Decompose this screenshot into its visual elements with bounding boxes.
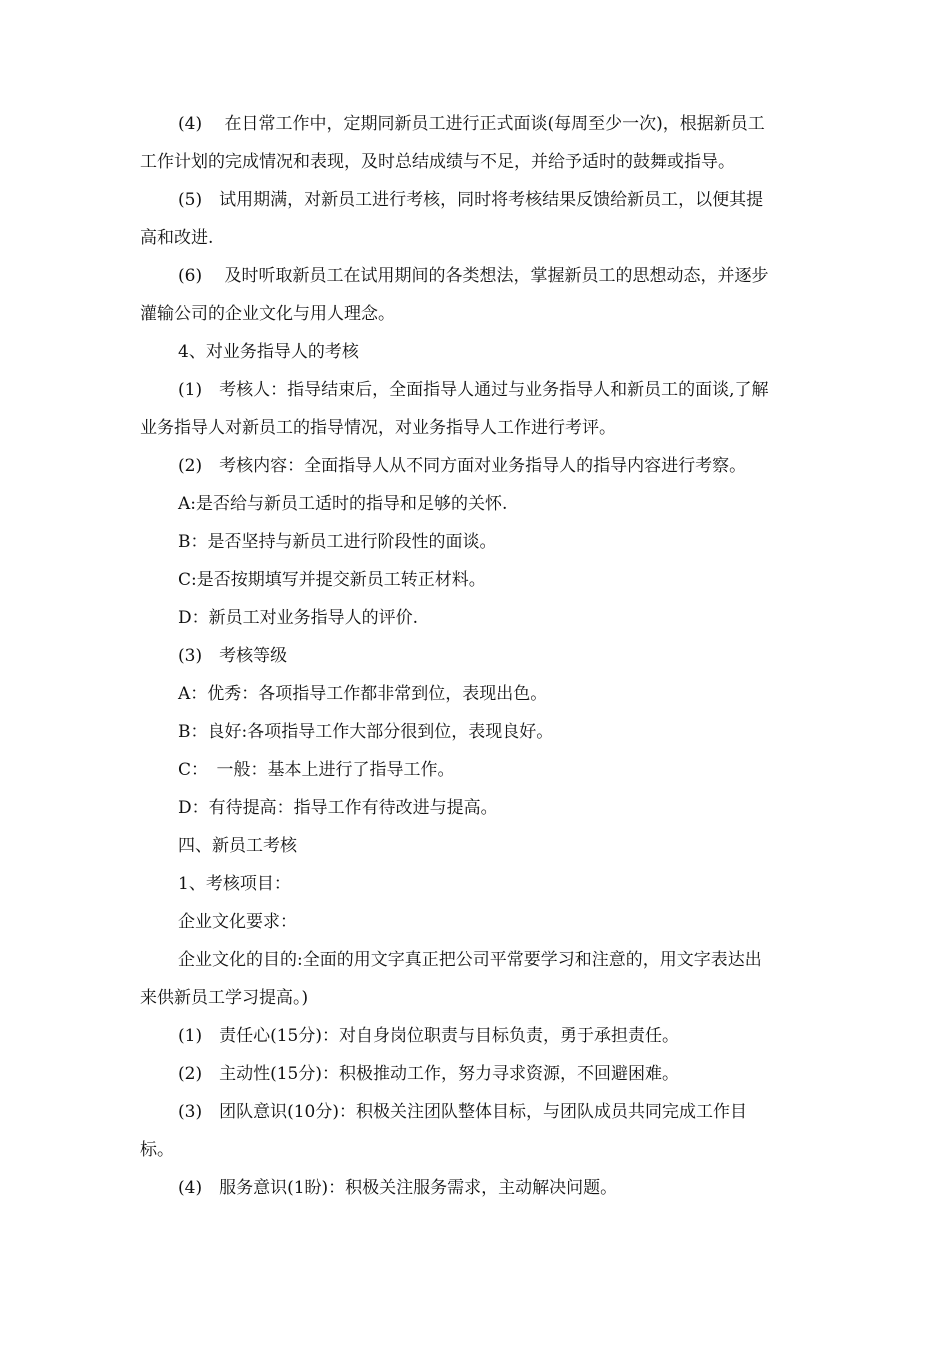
list-item: (4) 服务意识(1盼)：积极关注服务需求，主动解决问题。 — [178, 1178, 618, 1198]
list-item: C： 一般：基本上进行了指导工作。 — [178, 760, 455, 780]
list-item: A：优秀：各项指导工作都非常到位，表现出色。 — [178, 684, 548, 704]
list-item: B：是否坚持与新员工进行阶段性的面谈。 — [178, 532, 497, 552]
paragraph-line: 高和改进. — [140, 228, 214, 248]
paragraph-line: 企业文化要求： — [178, 912, 297, 932]
paragraph-line: 灌输公司的企业文化与用人理念。 — [140, 304, 395, 324]
list-item: (3) 团队意识(10分)：积极关注团队整体目标，与团队成员共同完成工作目 — [178, 1102, 747, 1122]
section-heading: 四、新员工考核 — [178, 836, 297, 856]
list-item: (1) 责任心(15分)：对自身岗位职责与目标负责，勇于承担责任。 — [178, 1026, 679, 1046]
list-item: 标。 — [140, 1140, 174, 1160]
paragraph-line: (3) 考核等级 — [178, 646, 288, 666]
paragraph-line: 企业文化的目的:全面的用文字真正把公司平常要学习和注意的，用文字表达出 — [178, 950, 762, 970]
subsection-heading: 1、考核项目： — [178, 874, 291, 894]
section-heading: 4、对业务指导人的考核 — [178, 342, 359, 362]
paragraph-line: (6) 及时听取新员工在试用期间的各类想法，掌握新员工的思想动态，并逐步 — [178, 266, 769, 286]
paragraph-line: (4) 在日常工作中，定期同新员工进行正式面谈(每周至少一次)，根据新员工 — [178, 114, 765, 134]
paragraph-line: 来供新员工学习提高。) — [140, 988, 309, 1008]
list-item: B：良好:各项指导工作大部分很到位，表现良好。 — [178, 722, 554, 742]
paragraph-line: 工作计划的完成情况和表现，及时总结成绩与不足，并给予适时的鼓舞或指导。 — [140, 152, 735, 172]
list-item: (2) 主动性(15分)：积极推动工作，努力寻求资源，不回避困难。 — [178, 1064, 679, 1084]
paragraph-line: (1) 考核人：指导结束后，全面指导人通过与业务指导人和新员工的面谈,了解 — [178, 380, 769, 400]
paragraph-line: 业务指导人对新员工的指导情况，对业务指导人工作进行考评。 — [140, 418, 616, 438]
paragraph-line: (2) 考核内容：全面指导人从不同方面对业务指导人的指导内容进行考察。 — [178, 456, 747, 476]
paragraph-line: (5) 试用期满，对新员工进行考核，同时将考核结果反馈给新员工，以便其提 — [178, 190, 764, 210]
list-item: A:是否给与新员工适时的指导和足够的关怀. — [178, 494, 508, 514]
list-item: D：有待提高：指导工作有待改进与提高。 — [178, 798, 498, 818]
list-item: C:是否按期填写并提交新员工转正材料。 — [178, 570, 486, 590]
list-item: D：新员工对业务指导人的评价. — [178, 608, 419, 628]
